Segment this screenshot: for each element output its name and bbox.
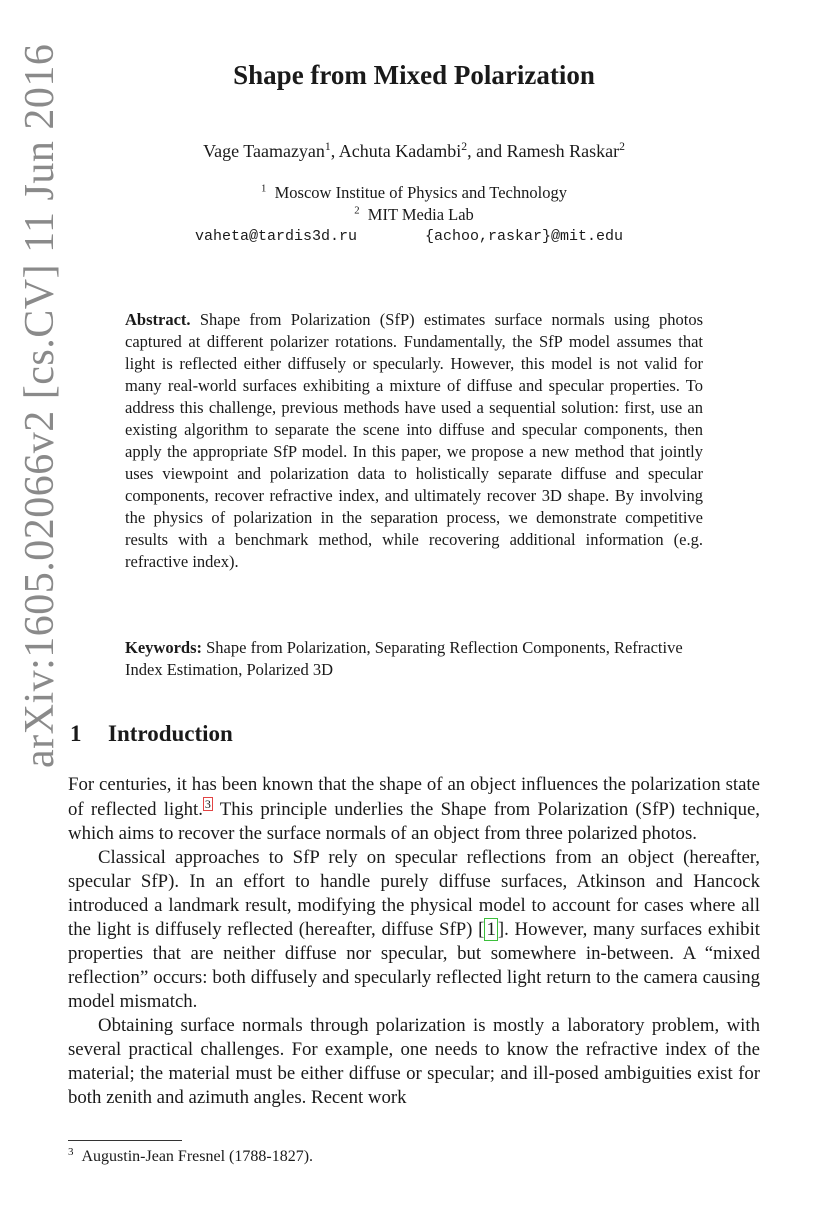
author-name: Achuta Kadambi: [338, 141, 462, 161]
paper-title: Shape from Mixed Polarization: [233, 60, 595, 90]
affiliation-number: 1: [261, 182, 267, 195]
paragraph-text: This principle underlies the Shape from Polarization (SfP) technique, which aims to recover the surface normals of an object from three polarized photos.: [68, 799, 760, 844]
affiliation-name: MIT Media Lab: [367, 205, 474, 224]
affiliation-name: Moscow Institue of Physics and Technology: [274, 183, 567, 202]
author-list: [0, 141, 828, 162]
email-address: vaheta@tardis3d.ru: [195, 228, 358, 245]
footnote-text: Augustin-Jean Fresnel (1788-1827).: [81, 1148, 314, 1165]
paragraph: [68, 1014, 760, 1110]
footnote-divider: [68, 1140, 182, 1141]
author-separator: , and: [467, 141, 507, 161]
abstract: [125, 309, 703, 573]
affiliation-2: [0, 205, 828, 225]
footnote-link[interactable]: 3: [204, 797, 211, 811]
paragraph-text: For centuries, it has been known that the shape of an object influences the polarization state of reflected light.: [68, 774, 760, 820]
keywords-text: Shape from Polarization, Separating Reflection Components, Refractive Index Estimation, Polarized 3D: [125, 638, 683, 679]
section-body: [68, 773, 760, 1110]
author-separator: ,: [330, 141, 339, 161]
paragraph: [68, 773, 760, 846]
author-affiliation-mark: 2: [461, 140, 468, 153]
citation-link[interactable]: 1: [486, 919, 496, 940]
abstract-label: Abstract.: [125, 310, 191, 329]
arxiv-identifier-stamp: arXiv:1605.02066v2 [cs.CV] 11 Jun 2016: [17, 43, 63, 768]
author-name: Vage Taamazyan: [203, 141, 325, 161]
affiliation-number: 2: [354, 204, 360, 217]
paragraph-text: Classical approaches to SfP rely on specular reflections from an object (hereafter, specular SfP). In an effort to handle purely diffuse surfaces, Atkinson and Hancock introduced a landmark result, modifying the physical model to account for cases where all the light is diffusely reflected (hereafter, diffuse SfP) [: [68, 847, 760, 940]
author-affiliation-mark: 1: [324, 140, 331, 153]
footnote-number: 3: [68, 1145, 74, 1158]
author-emails: [195, 228, 635, 245]
abstract-text: Shape from Polarization (SfP) estimates surface normals using photos captured at different polarizer rotations. Fundamentally, the SfP model assumes that light is reflected either diffusely or specularly. However, this model is not valid for many real-world surfaces exhibiting a mixture of diffuse and specular properties. To address this challenge, previous methods have used a sequential solution: first, use an existing algorithm to separate the scene into diffuse and specular components, then apply the appropriate SfP model. In this paper, we propose a new method that jointly uses viewpoint and polarization data to holistically separate diffuse and specular components, recover refractive index, and ultimately recover 3D shape. By involving the physics of polarization in the separation process, we demonstrate competitive results with a benchmark method, while recovering additional information (e.g. refractive index).: [125, 310, 704, 571]
email-address: {achoo,raskar}@mit.edu: [425, 228, 624, 245]
paragraph-text: Obtaining surface normals through polarization is mostly a laboratory problem, with several practical challenges. For example, one needs to know the refractive index of the material; the material must be either diffuse or specular; and ill-posed ambiguities exist for both zenith and azimuth angles. Recent work: [68, 1015, 760, 1108]
affiliation-1: [0, 183, 828, 203]
keywords: [125, 637, 715, 681]
paragraph-text: ]. However, many surfaces exhibit properties that are neither diffuse nor specular, but somewhere in-between. A “mixed reflection” occurs: both diffusely and specularly reflected light return to the camera causing model mismatch.: [68, 919, 761, 1012]
author-affiliation-mark: 2: [619, 140, 625, 153]
section-heading: [70, 721, 233, 747]
section-number: 1: [70, 721, 82, 746]
footnote: [68, 1145, 314, 1166]
paragraph: [68, 846, 760, 1014]
author-name: Ramesh Raskar: [506, 141, 620, 161]
keywords-label: Keywords:: [125, 638, 202, 657]
section-title: Introduction: [108, 721, 233, 746]
